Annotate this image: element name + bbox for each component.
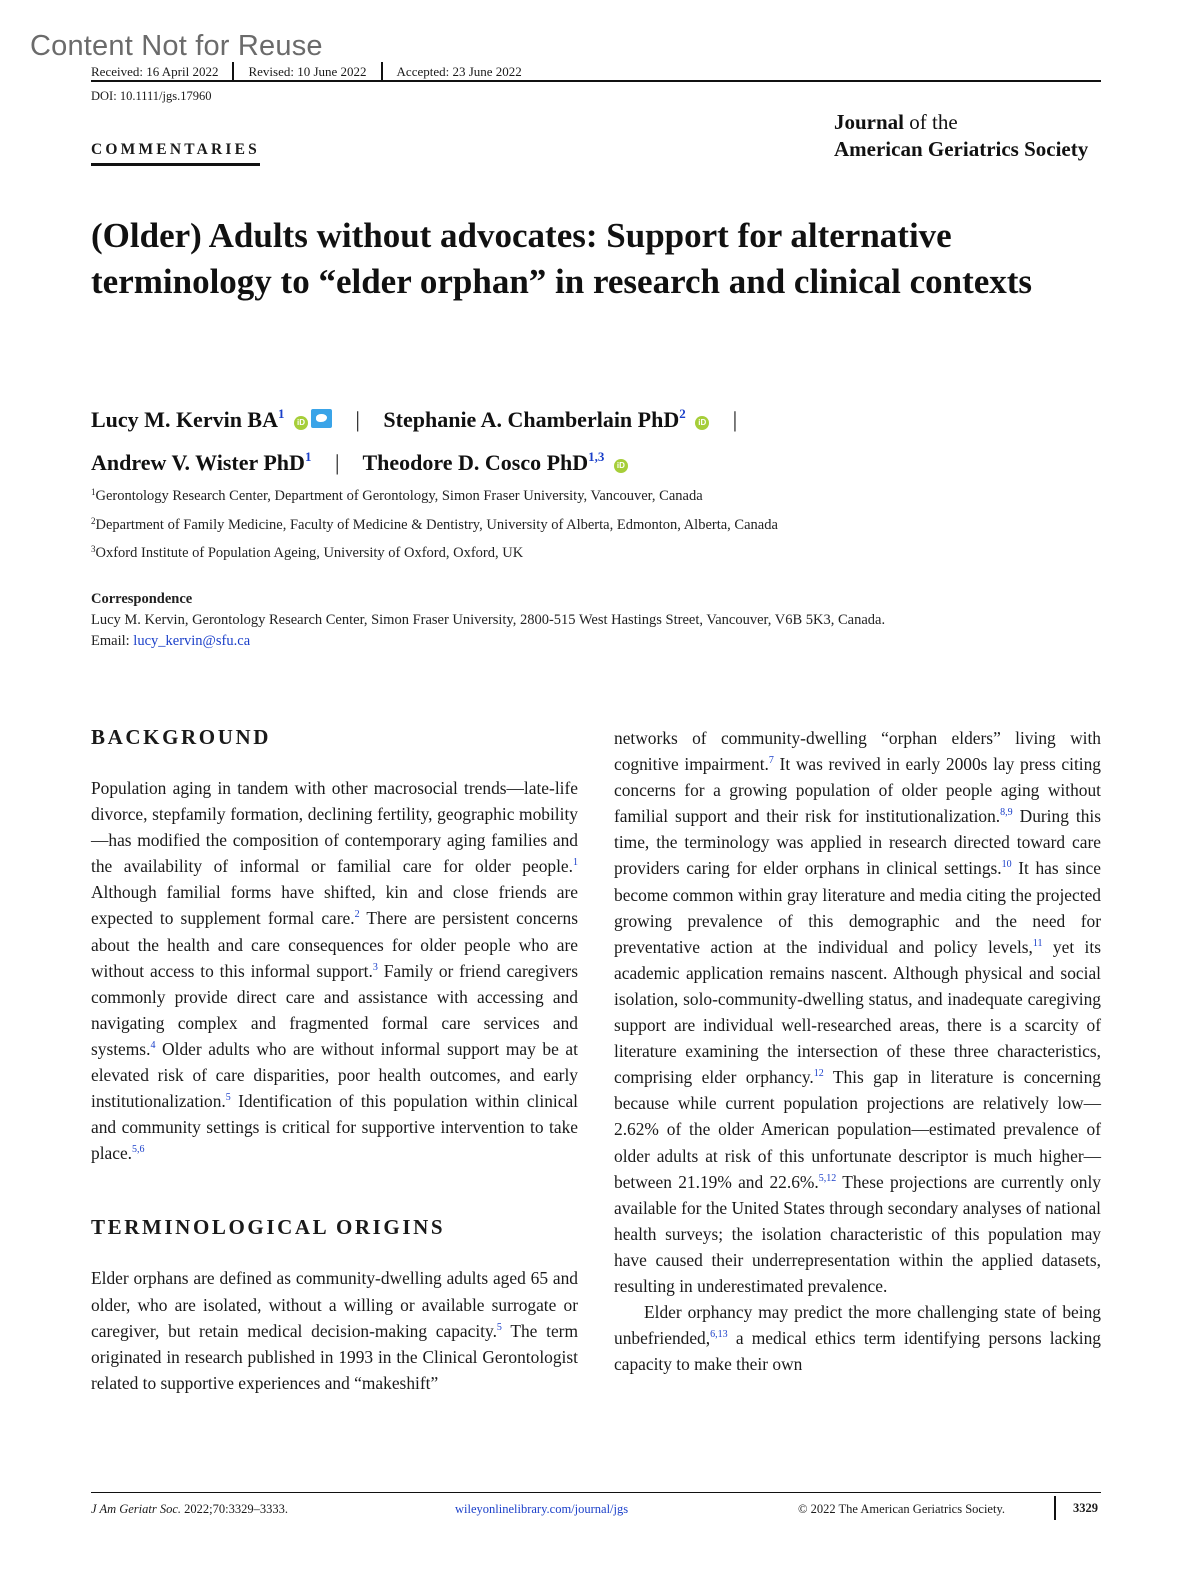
author-affil-ref[interactable]: 1,3 <box>588 449 605 464</box>
footer-copyright: © 2022 The American Geriatrics Society. <box>798 1502 1006 1516</box>
email-label: Email: <box>91 633 134 649</box>
author-affil-ref[interactable]: 1 <box>304 449 312 464</box>
citation-ref[interactable]: 3 <box>372 961 378 973</box>
footer-citation: J Am Geriatr Soc. 2022;70:3329–3333. <box>91 1502 288 1516</box>
journal-name-rest: of the <box>904 110 958 134</box>
citation-ref[interactable]: 7 <box>768 755 774 767</box>
unbefriended-paragraph: Elder orphancy may predict the more challenging state of being unbefriended,$^{6,13}$ a medical ethics term identifying persons lacking capacity to make their own <box>614 1302 1101 1375</box>
author-name[interactable]: Stephanie A. Chamberlain PhD <box>383 407 680 432</box>
affiliation-number: 1 <box>91 487 96 497</box>
affiliation-number: 3 <box>91 544 96 554</box>
section-label: COMMENTARIES <box>91 141 260 166</box>
footer-rule <box>91 1492 1101 1493</box>
section-heading-background: BACKGROUND <box>91 725 272 749</box>
accepted-date: Accepted: 23 June 2022 <box>381 62 536 82</box>
citation-ref[interactable]: 5 <box>496 1321 502 1333</box>
origins-paragraph: Elder orphans are defined as community-dwelling adults aged 65 and older, who are isolated, without a willing or available surrogate or caregiver, but retain medical decision-making capacity.$^5$ The term originated in research published in 1993 in the Clinical Gerontologist related to supportive experiences and “makeshift” <box>91 1268 578 1393</box>
affiliation <box>91 516 778 534</box>
affiliation <box>91 487 703 505</box>
email-link[interactable]: lucy_kervin@sfu.ca <box>133 633 251 649</box>
journal-name-bold: Journal <box>834 110 905 134</box>
author-name[interactable]: Andrew V. Wister PhD <box>91 450 305 475</box>
affiliation-number: 2 <box>91 516 96 526</box>
author-affil-ref[interactable]: 1 <box>278 406 285 421</box>
affiliation-text: Department of Family Medicine, Faculty of Medicine & Dentistry, University of Alberta, Edmonton, Alberta, Canada <box>95 517 778 533</box>
citation-ref[interactable]: 1 <box>573 857 578 869</box>
article-history <box>91 62 536 82</box>
journal-name <box>834 109 1088 163</box>
orcid-icon[interactable]: iD <box>294 416 308 430</box>
footer-url-link[interactable]: wileyonlinelibrary.com/journal/jgs <box>455 1502 629 1516</box>
author-name[interactable]: Lucy M. Kervin BA <box>91 407 278 432</box>
correspondence-heading: Correspondence <box>91 591 193 607</box>
left-column <box>91 722 578 1396</box>
affiliation-text: Gerontology Research Center, Department of Gerontology, Simon Fraser University, Vancouver, Canada <box>95 488 703 504</box>
watermark: Content Not for Reuse <box>30 30 323 62</box>
citation-ref[interactable]: 5,6 <box>132 1144 145 1156</box>
correspondence-address: Lucy M. Kervin, Gerontology Research Center, Simon Fraser University, 2800-515 West Hastings Street, Vancouver, V6B 5K3, Canada. <box>91 612 886 628</box>
revised-date: Revised: 10 June 2022 <box>232 62 380 82</box>
twitter-icon[interactable] <box>311 409 332 428</box>
received-date: Received: 16 April 2022 <box>91 64 219 79</box>
citation-ref[interactable]: 2 <box>354 909 360 921</box>
correspondence <box>91 589 885 652</box>
author-separator: | <box>732 407 738 432</box>
citation-ref[interactable]: 12 <box>813 1068 824 1080</box>
author-name[interactable]: Theodore D. Cosco PhD <box>362 450 589 475</box>
citation-ref[interactable]: 8,9 <box>1000 807 1013 819</box>
citation-ref[interactable]: 11 <box>1032 937 1043 949</box>
page-number: 3329 <box>1054 1496 1098 1520</box>
affiliation <box>91 544 523 562</box>
citation-ref[interactable]: 10 <box>1001 859 1012 871</box>
citation-ref[interactable]: 5 <box>225 1092 231 1104</box>
header-rule <box>91 80 1101 82</box>
orcid-icon[interactable]: iD <box>614 459 628 473</box>
author-affil-ref[interactable]: 2 <box>679 406 686 421</box>
citation-ref[interactable]: 6,13 <box>710 1329 728 1341</box>
background-paragraph: Population aging in tandem with other macrosocial trends—late-life divorce, stepfamily formation, declining fertility, geographic mobility—has modified the composition of contemporary aging families and the availability of informal or familial care for older people.$^1$ Although familial forms have shifted, kin and close friends are expected to supplement formal care.$^2$ There are persistent concerns about the health and care consequences for older people who are without access to this informal support.$^3$ Family or friend caregivers commonly provide direct care and assistance with accessing and navigating complex and fragmented formal care services and systems.$^4$ Older adults who are without informal support may be at elevated risk of care disparities, poor health outcomes, and early institutionalization.$^5$ Identification of this population within clinical and community settings is critical for supportive intervention to take place.$^{5,6}$ <box>91 778 578 1164</box>
author-separator: | <box>334 450 340 475</box>
journal-name-line2: American Geriatrics Society <box>834 137 1089 161</box>
right-column <box>614 725 1101 1377</box>
section-heading-origins: TERMINOLOGICAL ORIGINS <box>91 1215 446 1240</box>
citation-ref[interactable]: 5,12 <box>818 1172 837 1184</box>
citation-ref[interactable]: 4 <box>150 1039 156 1051</box>
article-title: (Older) Adults without advocates: Support for alternative terminology to “elder orphan” in research and clinical contexts <box>91 216 1033 301</box>
author-list <box>91 395 755 481</box>
author-separator: | <box>355 407 360 432</box>
affiliation-text: Oxford Institute of Population Ageing, University of Oxford, Oxford, UK <box>95 545 524 561</box>
doi: DOI: 10.1111/jgs.17960 <box>91 89 212 103</box>
origins-paragraph-continued: networks of community-dwelling “orphan elders” living with cognitive impairment.$^7$ It was revived in early 2000s lay press citing concerns for a growing population of older people aging without familial support and their risk for institutionalization.$^{8,9}$ During this time, the terminology was applied in research directed toward care providers caring for elder orphans in clinical settings.$^{10}$ It has since become common within gray literature and media citing the projected growing prevalence of this demographic and the need for preventative action at the individual and policy levels,$^{11}$ yet its academic application remains nascent. Although physical and social isolation, solo-community-dwelling status, and inadequate caregiving support are individual well-researched areas, there is a scarcity of literature examining the intersection of these three characteristics, comprising elder orphancy.$^{12}$ This gap in literature is concerning because while current population projections are relatively low—2.62% of the older American population—estimated prevalence of older adults at risk of this unfortunate descriptor is much higher—between 21.19% and 22.6%.$^{5,12}$ These projections are currently only available for the United States through secondary analyses of national health surveys; the isolation characteristic of this population may have caused their underrepresentation within the applied datasets, resulting in underestimated prevalence. <box>614 728 1101 1296</box>
orcid-icon[interactable]: iD <box>695 416 709 430</box>
